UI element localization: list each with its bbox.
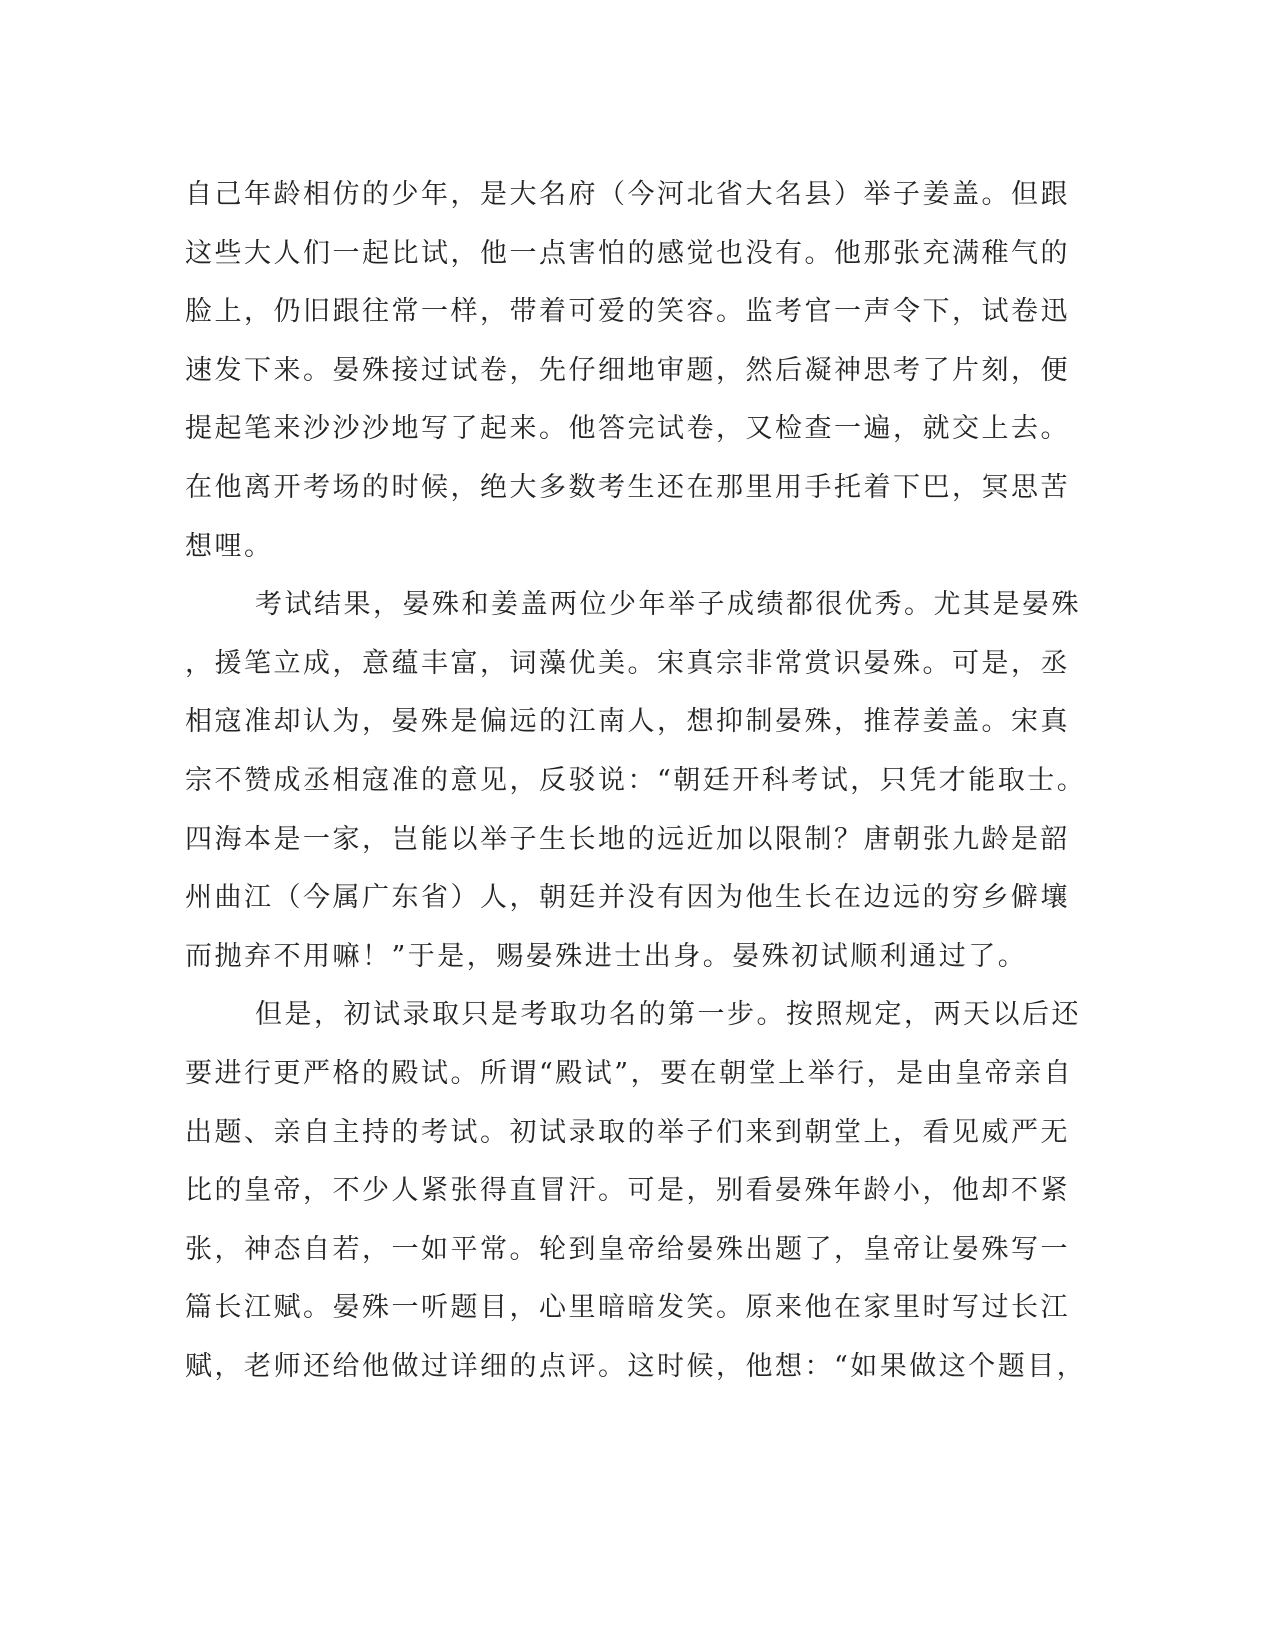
text-line: 而抛弃不用嘛！”于是，赐晏殊进士出身。晏殊初试顺利通过了。: [185, 940, 1028, 972]
text-line: 提起笔来沙沙沙地写了起来。他答完试卷，又检查一遍，就交上去。: [185, 413, 1070, 445]
paragraph-start-line: 考试结果，晏殊和姜盖两位少年举子成绩都很优秀。尤其是晏殊: [255, 589, 1081, 621]
text-line: 宗不赞成丞相寇准的意见，反驳说：“朝廷开科考试，只凭才能取士。: [185, 764, 1087, 796]
text-line: 速发下来。晏殊接过试卷，先仔细地审题，然后凝神思考了片刻，便: [185, 354, 1070, 386]
text-line: 想哩。: [185, 530, 274, 562]
text-line: 在他离开考场的时候，绝大多数考生还在那里用手托着下巴，冥思苦: [185, 471, 1070, 503]
paragraph-start-line: 但是，初试录取只是考取功名的第一步。按照规定，两天以后还: [255, 999, 1081, 1031]
text-line: 相寇准却认为，晏殊是偏远的江南人，想抑制晏殊，推荐姜盖。宋真: [185, 706, 1070, 738]
text-line: 比的皇帝，不少人紧张得直冒汗。可是，别看晏殊年龄小，他却不紧: [185, 1175, 1070, 1207]
text-line: 要进行更严格的殿试。所谓“殿试”，要在朝堂上举行，是由皇帝亲自: [185, 1057, 1074, 1089]
text-line: 脸上，仍旧跟往常一样，带着可爱的笑容。监考官一声令下，试卷迅: [185, 296, 1070, 328]
text-line: 张，神态自若，一如平常。轮到皇帝给晏殊出题了，皇帝让晏殊写一: [185, 1233, 1070, 1265]
body-text: [185, 166, 1087, 1396]
text-line: 自己年龄相仿的少年，是大名府（今河北省大名县）举子姜盖。但跟: [185, 179, 1070, 210]
text-line: ，援笔立成，意蕴丰富，词藻优美。宋真宗非常赏识晏殊。可是，丞: [185, 647, 1070, 679]
text-line: 四海本是一家，岂能以举子生长地的远近加以限制？唐朝张九龄是韶: [185, 823, 1070, 855]
text-line: 赋，老师还给他做过详细的点评。这时候，他想：“如果做这个题目，: [185, 1350, 1087, 1382]
text-line: 出题、亲自主持的考试。初试录取的举子们来到朝堂上，看见威严无: [185, 1116, 1070, 1148]
text-line: 州曲江（今属广东省）人，朝廷并没有因为他生长在边远的穷乡僻壤: [185, 882, 1070, 914]
text-line: 篇长江赋。晏殊一听题目，心里暗暗发笑。原来他在家里时写过长江: [185, 1292, 1070, 1324]
text-line: 这些大人们一起比试，他一点害怕的感觉也没有。他那张充满稚气的: [185, 237, 1070, 269]
